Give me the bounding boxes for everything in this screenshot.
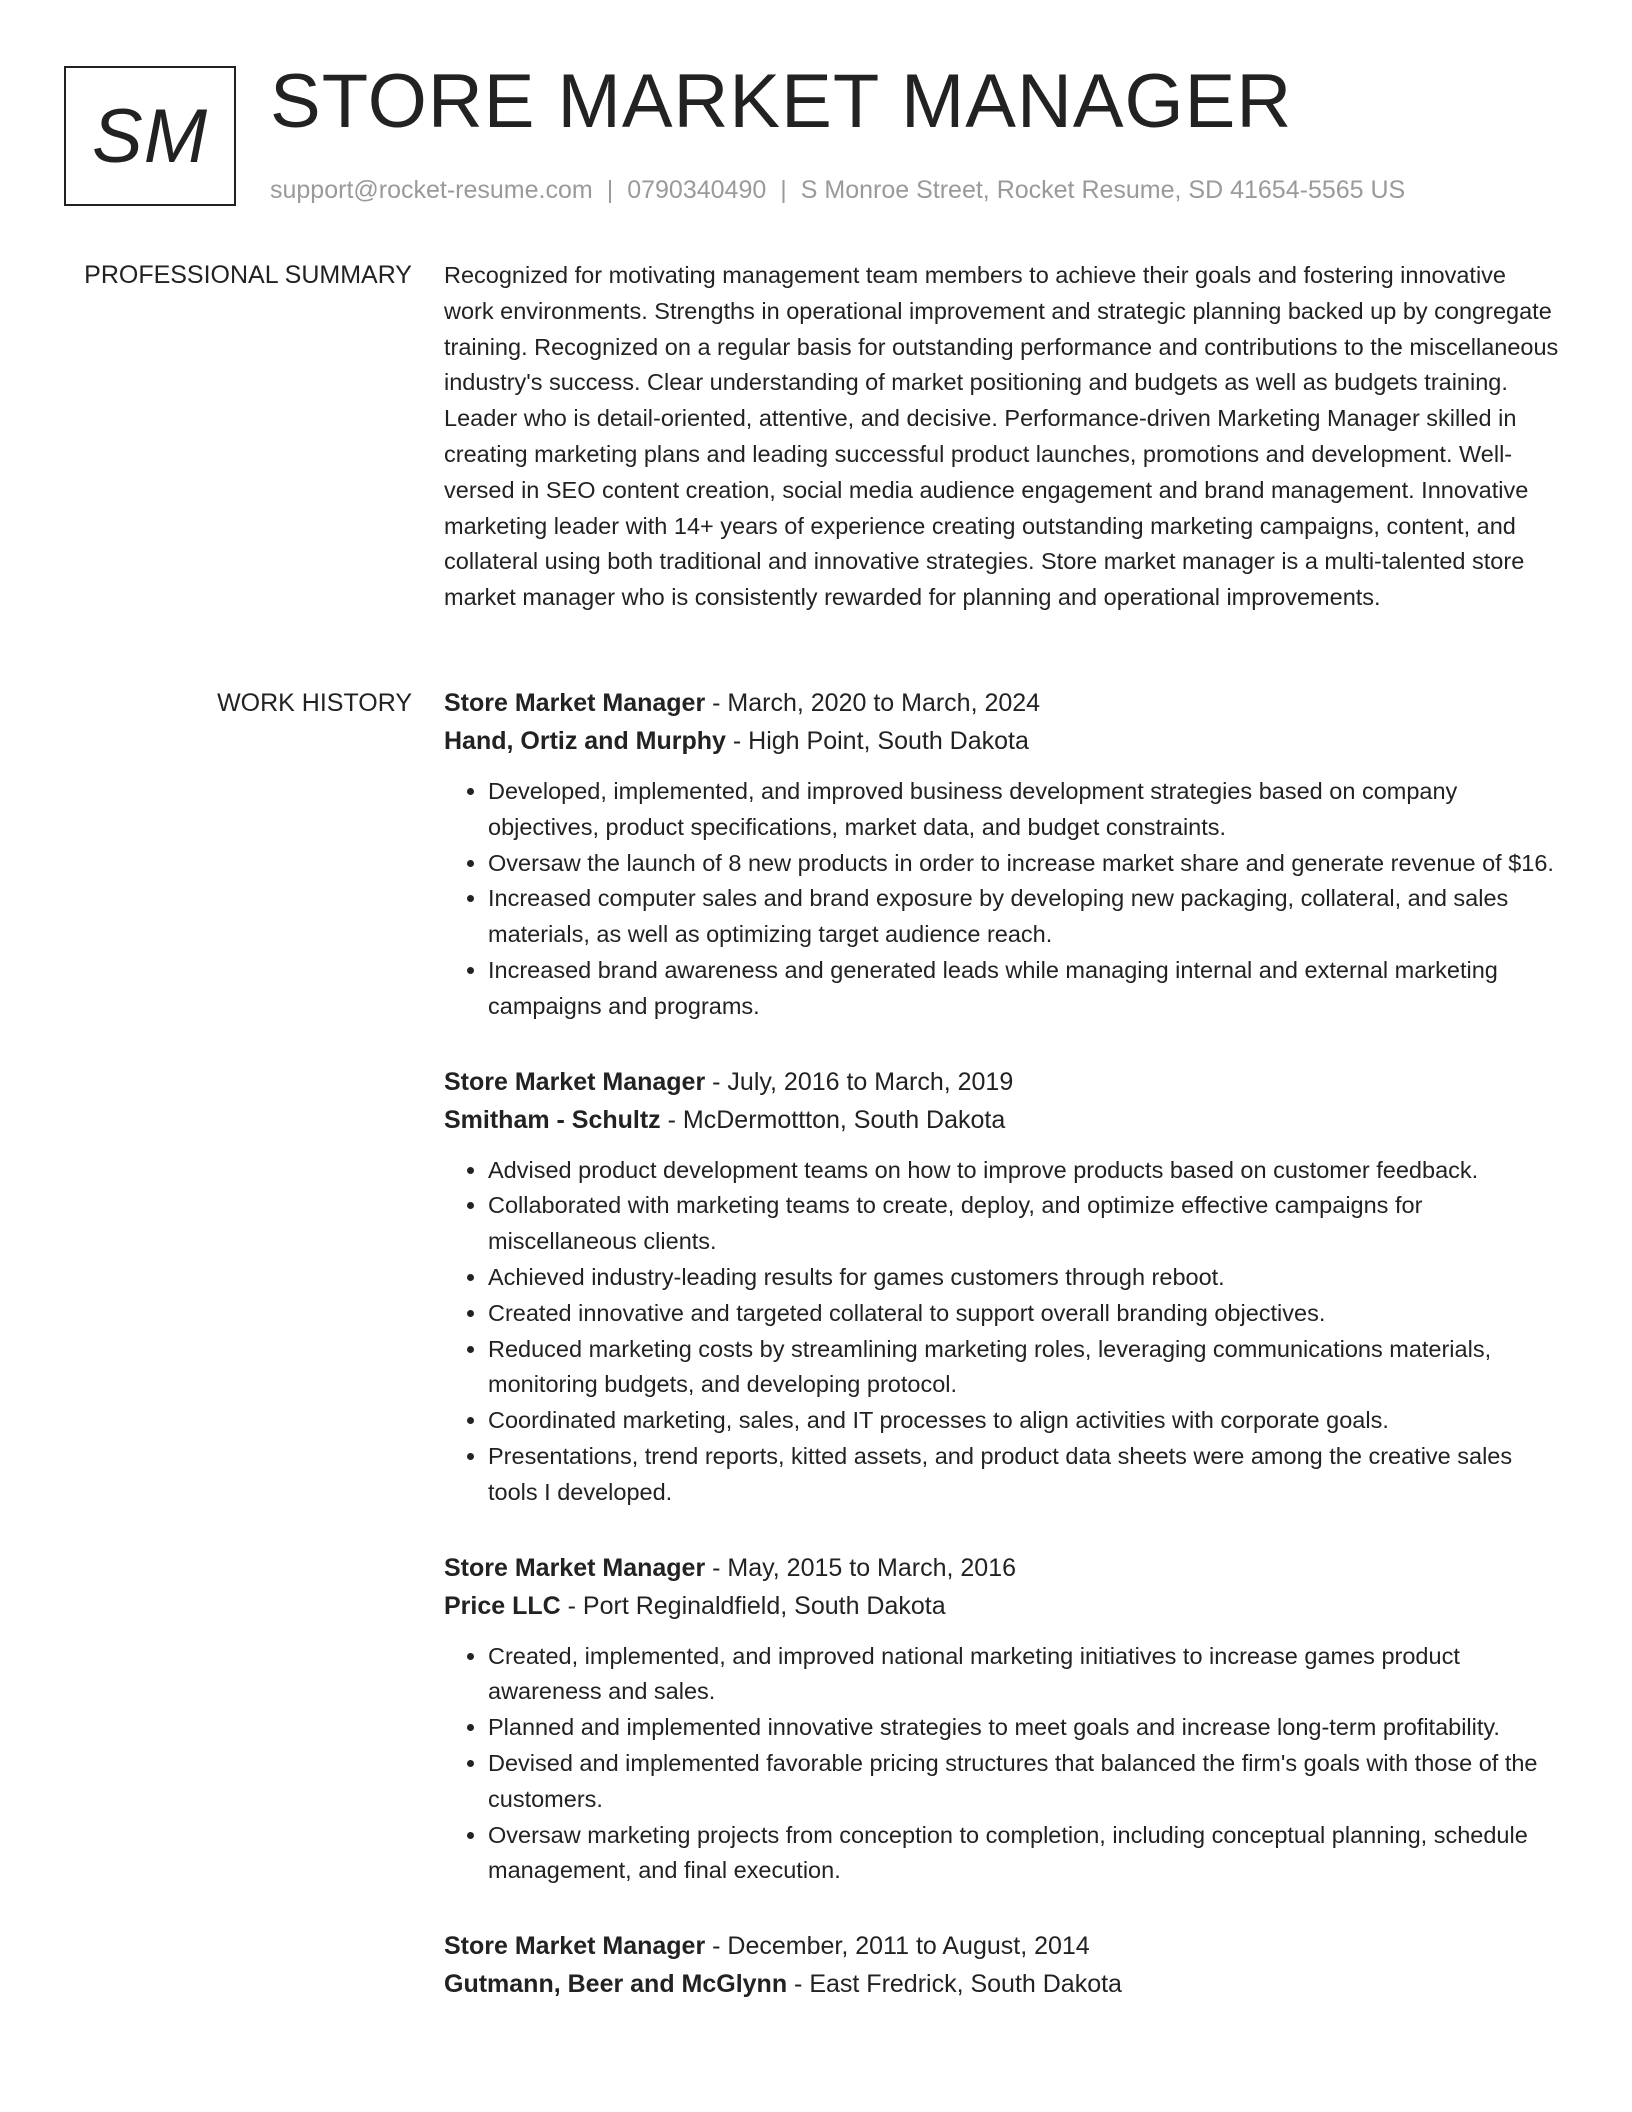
job-bullet: • Achieved industry-leading results for games customers through reboot. (488, 1260, 1560, 1296)
section-label-summary: PROFESSIONAL SUMMARY (84, 261, 412, 289)
summary-text: Recognized for motivating management team members to achieve their goals and fostering innovative work environments. Strengths in operational improvement and strategic planning backed up by congregate training. Recognized on a regular basis for outstanding performance and contributions to the miscellaneous industry's success. Clear understanding of market positioning and budgets as well as budgets training. Leader who is detail-oriented, attentive, and decisive. Performance-driven Marketing Manager skilled in creating marketing plans and leading successful product launches, promotions and development. Well-versed in SEO content creation, social media audience engagement and brand management. Innovative marketing leader with 14+ years of experience creating outstanding marketing campaigns, content, and collateral using both traditional and innovative strategies. Store market manager is a multi-talented store market manager who is consistently rewarded for planning and operational improvements. (444, 262, 1559, 611)
contact-phone: 0790340490 (627, 176, 767, 204)
job-title: Store Market Manager (444, 1067, 706, 1096)
job-location: - East Fredrick, South Dakota (787, 1970, 1122, 1999)
job-location: - McDermottton, South Dakota (660, 1105, 1006, 1134)
monogram-logo: SM (64, 66, 236, 206)
job-bullet: • Developed, implemented, and improved business development strategies based on company objectives, product specifications, market data, and budget constraints. (488, 774, 1560, 846)
job-entry (444, 1063, 1560, 1511)
job-entry (444, 1927, 1560, 2003)
job-title-line (444, 1549, 1560, 1587)
job-title-line (444, 1927, 1560, 1965)
contact-separator: | (780, 176, 787, 204)
job-company: Price LLC (444, 1591, 561, 1620)
job-bullet-list (444, 1639, 1560, 1890)
job-title: Store Market Manager (444, 1553, 706, 1582)
work-history-body (444, 684, 1560, 2041)
job-title: Store Market Manager (444, 1932, 706, 1961)
job-bullet-list (444, 1153, 1560, 1511)
job-bullet: • Oversaw marketing projects from conception to completion, including conceptual planning, schedule management, and final execution. (488, 1818, 1560, 1890)
job-company-line (444, 1587, 1560, 1625)
job-company-line (444, 1965, 1560, 2003)
job-dates: - December, 2011 to August, 2014 (705, 1932, 1090, 1961)
contact-address: S Monroe Street, Rocket Resume, SD 41654-5565 US (800, 176, 1406, 204)
job-company: Hand, Ortiz and Murphy (444, 727, 726, 755)
job-bullet: • Increased brand awareness and generated leads while managing internal and external marketing campaigns and programs. (488, 953, 1560, 1025)
job-entry (444, 684, 1560, 1025)
job-bullet: • Advised product development teams on how to improve products based on customer feedback. (488, 1153, 1560, 1189)
job-dates: - July, 2016 to March, 2019 (705, 1067, 1014, 1096)
job-bullet: • Presentations, trend reports, kitted assets, and product data sheets were among the creative sales tools I developed. (488, 1439, 1560, 1511)
contact-line (270, 174, 1405, 206)
job-location: - Port Reginaldfield, South Dakota (560, 1591, 946, 1620)
job-entry (444, 1549, 1560, 1890)
page-title: STORE MARKET MANAGER (270, 59, 1293, 144)
job-bullet: • Created innovative and targeted collateral to support overall branding objectives. (488, 1296, 1560, 1332)
job-bullet: • Created, implemented, and improved national marketing initiatives to increase games product awareness and sales. (488, 1639, 1560, 1711)
job-title-line (444, 1063, 1560, 1101)
contact-email: support@rocket-resume.com (270, 176, 593, 204)
job-title: Store Market Manager (444, 689, 706, 717)
summary-body (444, 258, 1560, 616)
job-bullet: • Devised and implemented favorable pricing structures that balanced the firm's goals with those of the customers. (488, 1746, 1560, 1818)
job-location: - High Point, South Dakota (725, 727, 1029, 755)
job-bullet: • Increased computer sales and brand exposure by developing new packaging, collateral, and sales materials, as well as optimizing target audience reach. (488, 881, 1560, 953)
job-bullet-list (444, 774, 1560, 1025)
job-company: Gutmann, Beer and McGlynn (444, 1970, 788, 1999)
job-bullet: • Collaborated with marketing teams to create, deploy, and optimize effective campaigns for miscellaneous clients. (488, 1188, 1560, 1260)
contact-separator: | (606, 176, 614, 204)
job-bullet: • Oversaw the launch of 8 new products in order to increase market share and generate revenue of $16. (488, 846, 1560, 882)
job-company-line (444, 722, 1560, 760)
job-title-line (444, 684, 1560, 722)
job-bullet: • Planned and implemented innovative strategies to meet goals and increase long-term profitability. (488, 1710, 1560, 1746)
job-bullet: • Reduced marketing costs by streamlining marketing roles, leveraging communications materials, monitoring budgets, and developing protocol. (488, 1332, 1560, 1404)
job-dates: - May, 2015 to March, 2016 (705, 1553, 1017, 1582)
job-company: Smitham - Schultz (444, 1105, 661, 1134)
section-label-work-history: WORK HISTORY (217, 689, 412, 717)
job-dates: - March, 2020 to March, 2024 (705, 689, 1041, 717)
job-bullet: • Coordinated marketing, sales, and IT processes to align activities with corporate goals. (488, 1403, 1560, 1439)
job-company-line (444, 1101, 1560, 1139)
